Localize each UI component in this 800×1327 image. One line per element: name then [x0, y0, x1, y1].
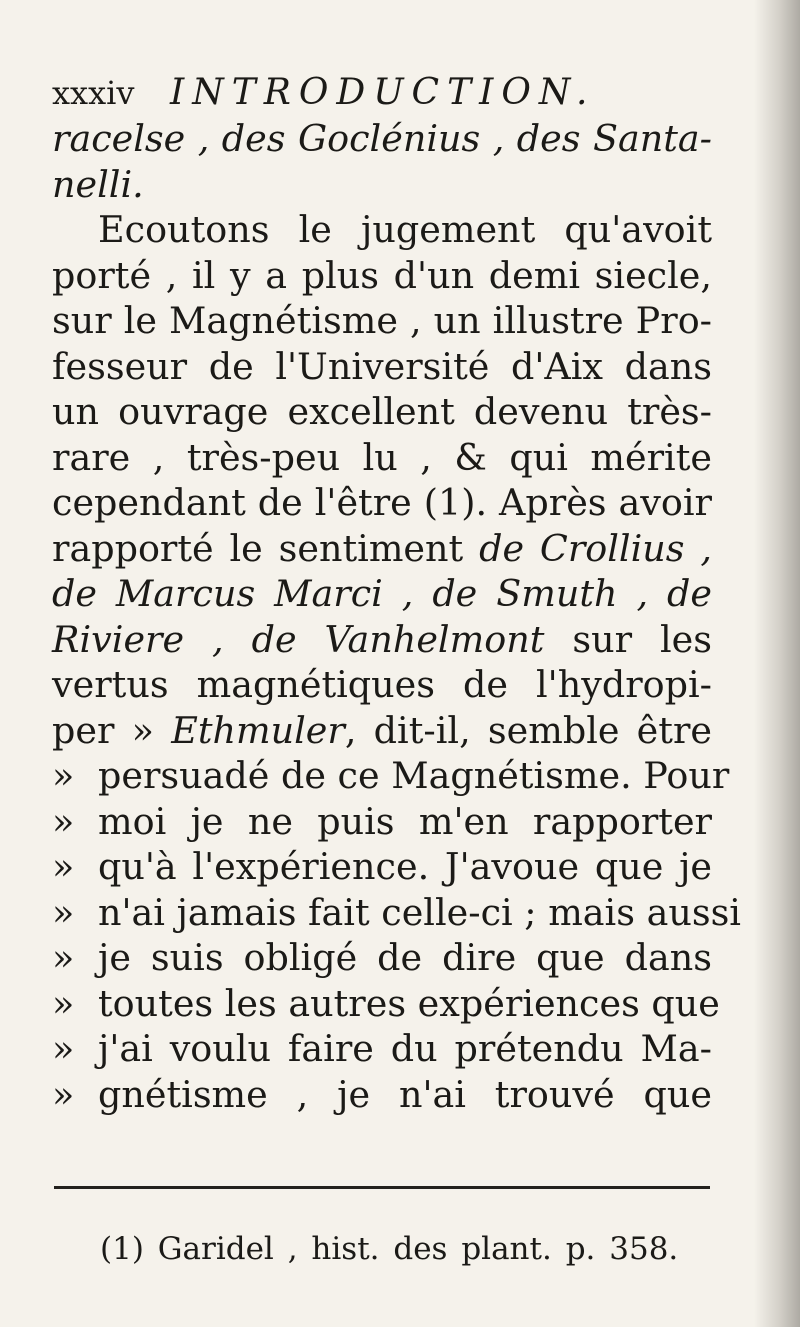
text-line [52, 571, 712, 617]
text-span: sur le Magnétisme , un illustre Pro- [52, 299, 712, 342]
quoted-line [52, 1026, 712, 1072]
text-span: fesseur de l'Université d'Aix dans [52, 344, 712, 388]
text-span: rapporté le sentiment [52, 526, 480, 570]
running-head [52, 70, 712, 116]
quoted-line [52, 844, 712, 890]
text-line [52, 298, 712, 344]
text-span: de Crollius , [479, 526, 712, 570]
text-line [52, 708, 712, 754]
quoted-line [52, 935, 712, 981]
quoted-line [52, 799, 712, 845]
footnote-rule [54, 1186, 710, 1189]
guillemet: » [52, 981, 75, 1025]
text-span: sur les [544, 617, 712, 661]
guillemet: » [52, 1072, 75, 1116]
footnote: (1) Garidel , hist. des plant. p. 358. [100, 1231, 679, 1267]
text-span: n'ai jamais fait celle-ci ; mais aussi [98, 890, 741, 934]
text-line [52, 435, 712, 481]
guillemet: » [52, 799, 75, 843]
text-span: , dit-il, semble être [344, 708, 713, 752]
text-span: qu'à l'expérience. J'avoue que je [98, 845, 712, 888]
text-span: je suis obligé de dire que dans [98, 936, 712, 979]
text-line [52, 480, 712, 526]
text-span: rare , très-peu lu , & qui mérite [52, 435, 712, 479]
quoted-line [52, 1072, 712, 1118]
quoted-line [52, 753, 730, 799]
text-span: Ethmuler [171, 708, 345, 752]
text-span: Riviere , de Vanhelmont [52, 617, 545, 661]
quoted-line [52, 981, 720, 1027]
text-span: toutes les autres expériences que [98, 981, 720, 1025]
text-line [52, 162, 712, 208]
text-span: de Marcus Marci , de Smuth , de [52, 572, 712, 615]
text-line [52, 207, 712, 253]
text-line [52, 389, 712, 435]
text-span: per » [52, 708, 172, 752]
text-span: j'ai voulu faire du prétendu Ma- [98, 1027, 712, 1070]
text-span: cependant de l'être (1). Après avoir [52, 481, 712, 524]
text-line [52, 617, 712, 663]
text-span: gnétisme , je n'ai trouvé que [98, 1072, 712, 1116]
text-line [52, 253, 712, 299]
text-line [52, 662, 712, 708]
guillemet: » [52, 845, 75, 888]
text-span: Ecoutons le jugement qu'avoit [98, 208, 712, 251]
text-span: moi je ne puis m'en rapporter [98, 799, 712, 843]
page-number: xxxiv [52, 74, 135, 112]
text-span: nelli. [52, 162, 144, 206]
text-line [52, 526, 712, 572]
guillemet: » [52, 936, 75, 979]
text-block [52, 70, 741, 1117]
text-line [52, 116, 712, 162]
text-span: racelse , des Goclénius , des Santa- [52, 117, 712, 160]
guillemet: » [52, 890, 75, 934]
quoted-line [52, 890, 741, 936]
text-span: persuadé de ce Magnétisme. Pour [98, 754, 730, 797]
guillemet: » [52, 754, 75, 797]
running-title: INTRODUCTION. [170, 72, 596, 113]
text-line [52, 344, 712, 390]
page-edge-shadow [754, 0, 800, 1327]
text-span: vertus magnétiques de l'hydropi- [52, 663, 712, 706]
text-span: un ouvrage excellent devenu très- [52, 390, 712, 433]
text-span: porté , il y a plus d'un demi siecle, [52, 253, 712, 297]
guillemet: » [52, 1027, 75, 1070]
